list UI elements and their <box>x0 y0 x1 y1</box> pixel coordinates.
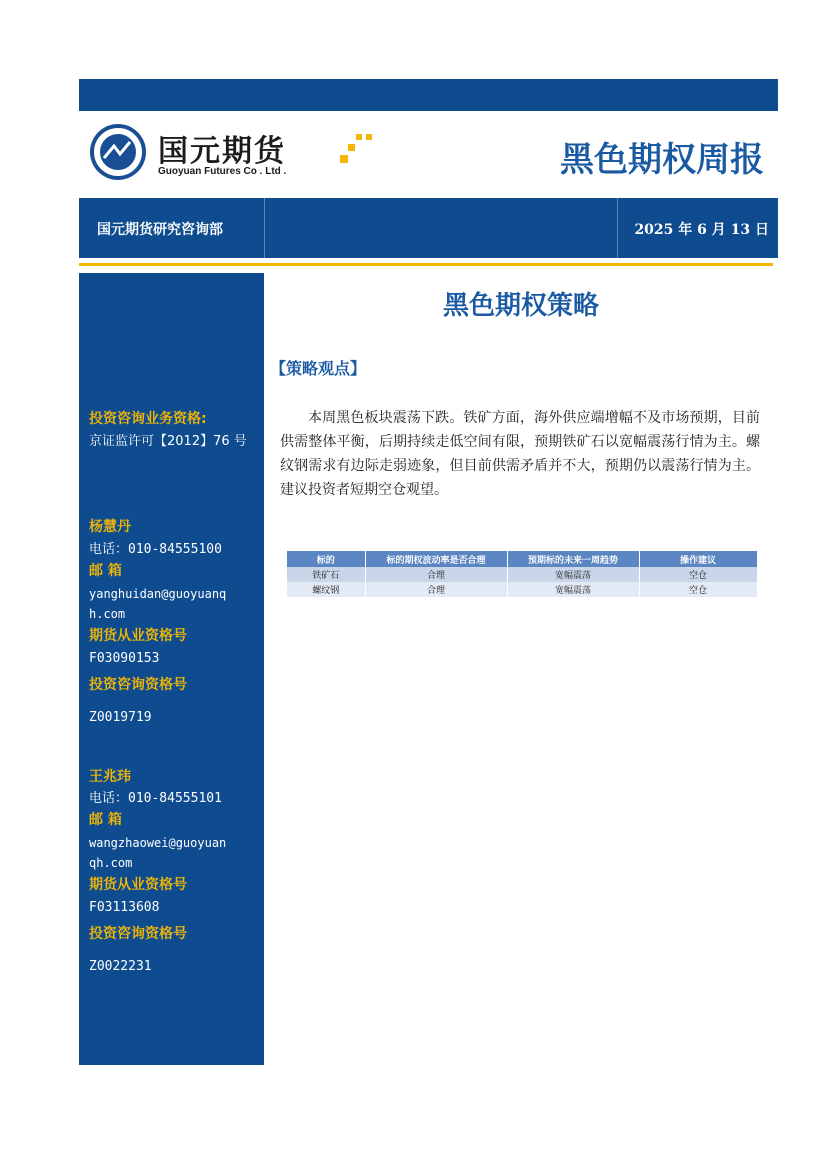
gold-divider <box>79 263 773 266</box>
logo-emblem-icon <box>90 124 146 180</box>
company-logo <box>90 124 390 184</box>
analyst-email-line1[interactable]: yanghuidan@guoyuanq <box>89 587 227 601</box>
consult-license-label: 投资咨询资格号 <box>89 677 187 693</box>
analyst-email-line1[interactable]: wangzhaowei@guoyuan <box>89 836 227 850</box>
table-row <box>287 582 757 597</box>
report-date: 2025 年 6 月 13 日 <box>634 222 769 238</box>
logo-dot-icon <box>340 155 348 163</box>
logo-chinese-name: 国元期货 <box>158 134 286 169</box>
table-cell: 宽幅震荡 <box>507 567 639 582</box>
department-bar <box>79 198 778 258</box>
report-title: 黑色期权周报 <box>560 140 764 180</box>
strategy-title: 黑色期权策略 <box>442 291 599 321</box>
consult-license-number: Z0022231 <box>89 959 152 974</box>
strategy-view-heading: 【策略观点】 <box>270 359 367 378</box>
analyst-email-line2[interactable]: h.com <box>89 607 126 621</box>
futures-license-number: F03090153 <box>89 651 160 666</box>
consult-license-number: Z0019719 <box>89 710 152 725</box>
consult-license-label: 投资咨询资格号 <box>89 926 187 942</box>
strategy-body-text: 本周黑色板块震荡下跌。铁矿方面，海外供应端增幅不及市场预期，目前供需整体平衡，后期持续走低空间有限，预期铁矿石以宽幅震荡行情为主。螺纹钢需求有边际走弱迹象，但目前供需矛盾并不大，预期仍以震荡行情为主。建议投资者短期空仓观望。 <box>280 410 760 498</box>
analyst-name: 王兆玮 <box>89 769 131 785</box>
table-header-row <box>287 551 757 567</box>
futures-license-label: 期货从业资格号 <box>89 628 187 644</box>
divider <box>264 198 265 258</box>
table-cell: 合理 <box>365 567 507 582</box>
table-header-cell: 预期标的未来一周趋势 <box>507 551 639 567</box>
table-header-cell: 标的 <box>287 551 365 567</box>
futures-license-number: F03113608 <box>89 900 160 915</box>
department-name: 国元期货研究咨询部 <box>97 222 223 238</box>
logo-dot-icon <box>348 144 355 151</box>
table-cell: 铁矿石 <box>287 567 365 582</box>
strategy-table <box>287 551 758 597</box>
table-row <box>287 567 757 582</box>
futures-license-label: 期货从业资格号 <box>89 877 187 893</box>
sidebar-panel <box>79 273 264 1065</box>
logo-dot-icon <box>356 134 362 140</box>
table-cell: 空仓 <box>639 582 757 597</box>
email-label: 邮 箱 <box>89 812 122 828</box>
analyst-name: 杨慧丹 <box>89 519 131 535</box>
table-cell: 合理 <box>365 582 507 597</box>
divider <box>617 198 618 258</box>
logo-swirl-icon <box>90 124 146 180</box>
email-label: 邮 箱 <box>89 563 122 579</box>
table-header-cell: 操作建议 <box>639 551 757 567</box>
analyst-email-line2[interactable]: qh.com <box>89 856 133 870</box>
analyst-phone: 电话：010-84555100 <box>89 542 222 557</box>
table-cell: 宽幅震荡 <box>507 582 639 597</box>
top-banner-bar <box>79 79 778 111</box>
logo-dot-icon <box>366 134 372 140</box>
license-label: 投资咨询业务资格: <box>89 411 207 427</box>
analyst-phone: 电话：010-84555101 <box>89 791 222 806</box>
license-value: 京证监许可【2012】76 号 <box>89 434 247 449</box>
table-header-cell: 标的期权波动率是否合理 <box>365 551 507 567</box>
table-cell: 螺纹钢 <box>287 582 365 597</box>
logo-english-name: Guoyuan Futures Co . Ltd . <box>158 166 287 177</box>
table-cell: 空仓 <box>639 567 757 582</box>
